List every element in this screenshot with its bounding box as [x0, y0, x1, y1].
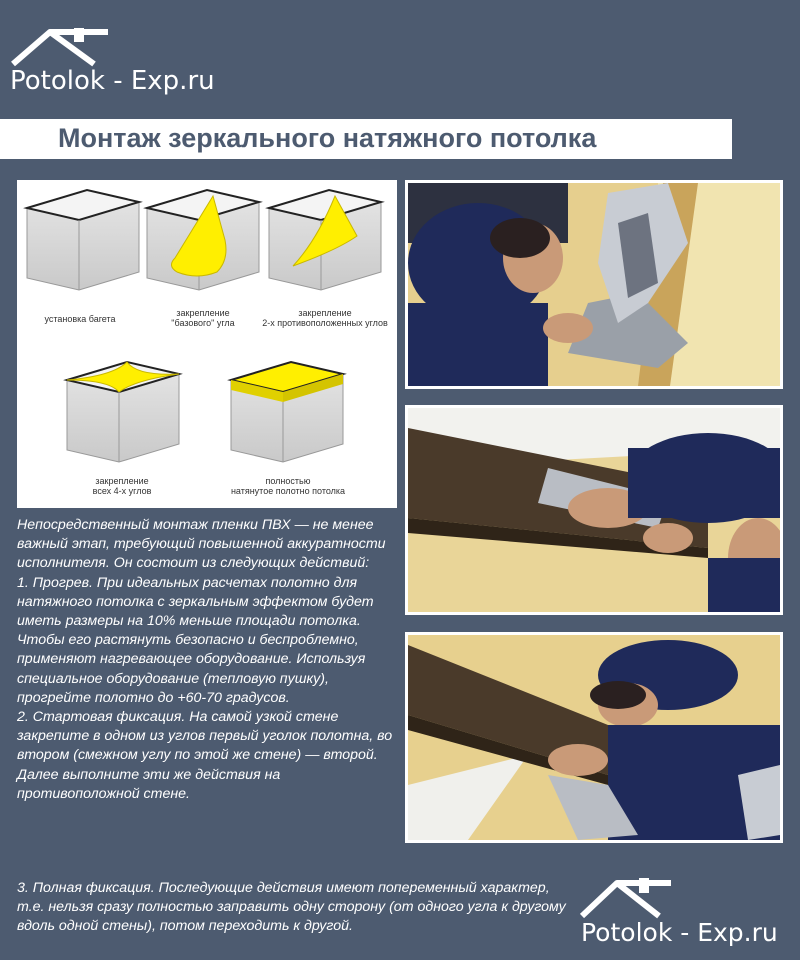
site-logo-bottom[interactable] [579, 878, 794, 954]
logo-text: Potolok - Exp.ru [10, 66, 215, 96]
logo-text-bottom: Potolok - Exp.ru [581, 918, 778, 947]
article-body [17, 516, 402, 804]
ceiling-stretch-steps-illustration [17, 180, 397, 508]
caption-step-5: полностью натянутое полотно потолка [230, 476, 346, 496]
installation-steps-diagram [17, 180, 397, 508]
box-step-3 [269, 190, 381, 290]
workers-fixing-film-corner-photo [408, 635, 780, 840]
box-step-1 [27, 190, 139, 290]
intro-paragraph: Непосредственный монтаж пленки ПВХ — не менее важный этап, требующий повышенной аккуратности исполнителя. Он состоит из следующих действий: [17, 517, 386, 572]
photo-1 [405, 180, 783, 389]
site-logo[interactable] [10, 28, 230, 100]
caption-step-4: закрепление всех 4-х углов [92, 476, 152, 496]
photo-2 [405, 405, 783, 615]
box-step-5 [231, 362, 343, 462]
step-2-paragraph: 2. Стартовая фиксация. На самой узкой стене закрепите в одном из углов первый уголок полотна, во втором (смежном углу по этой же стене) — второй. Далее выполните эти же действия на противоположной стене. [17, 709, 393, 802]
page-title: Монтаж зеркального натяжного потолка [58, 123, 597, 153]
caption-step-1: установка багета [44, 314, 116, 324]
step-1-paragraph: 1. Прогрев. При идеальных расчетах полотно для натяжного потолка с зеркальным эффектом будет иметь размеры на 10% меньше площади потолка. Чтобы его растянуть безопасно и беспроблемно, применяют нагревающее оборудование. Используя специальное оборудование (тепловую пушку), прогрейте полотно до +60-70 градусов. [17, 574, 374, 706]
worker-fixing-film-at-beam-photo [408, 408, 780, 612]
title-bar [0, 119, 732, 159]
house-roof-icon [10, 28, 120, 68]
workers-unrolling-mirror-film-photo [408, 183, 780, 386]
photo-3 [405, 632, 783, 843]
step-3-paragraph: 3. Полная фиксация. Последующие действия имеют попеременный характер, т.е. нельзя сразу полностью заправить одну сторону (от одного угла к другому вдоль одной стены), потом переходить к другой. [17, 880, 566, 935]
house-roof-icon [579, 878, 679, 920]
caption-step-2: закрепление "базового" угла [171, 308, 235, 328]
box-step-2 [147, 190, 259, 290]
box-step-4 [67, 362, 179, 462]
caption-step-3: закрепление 2-х противоположенных углов [262, 308, 388, 328]
